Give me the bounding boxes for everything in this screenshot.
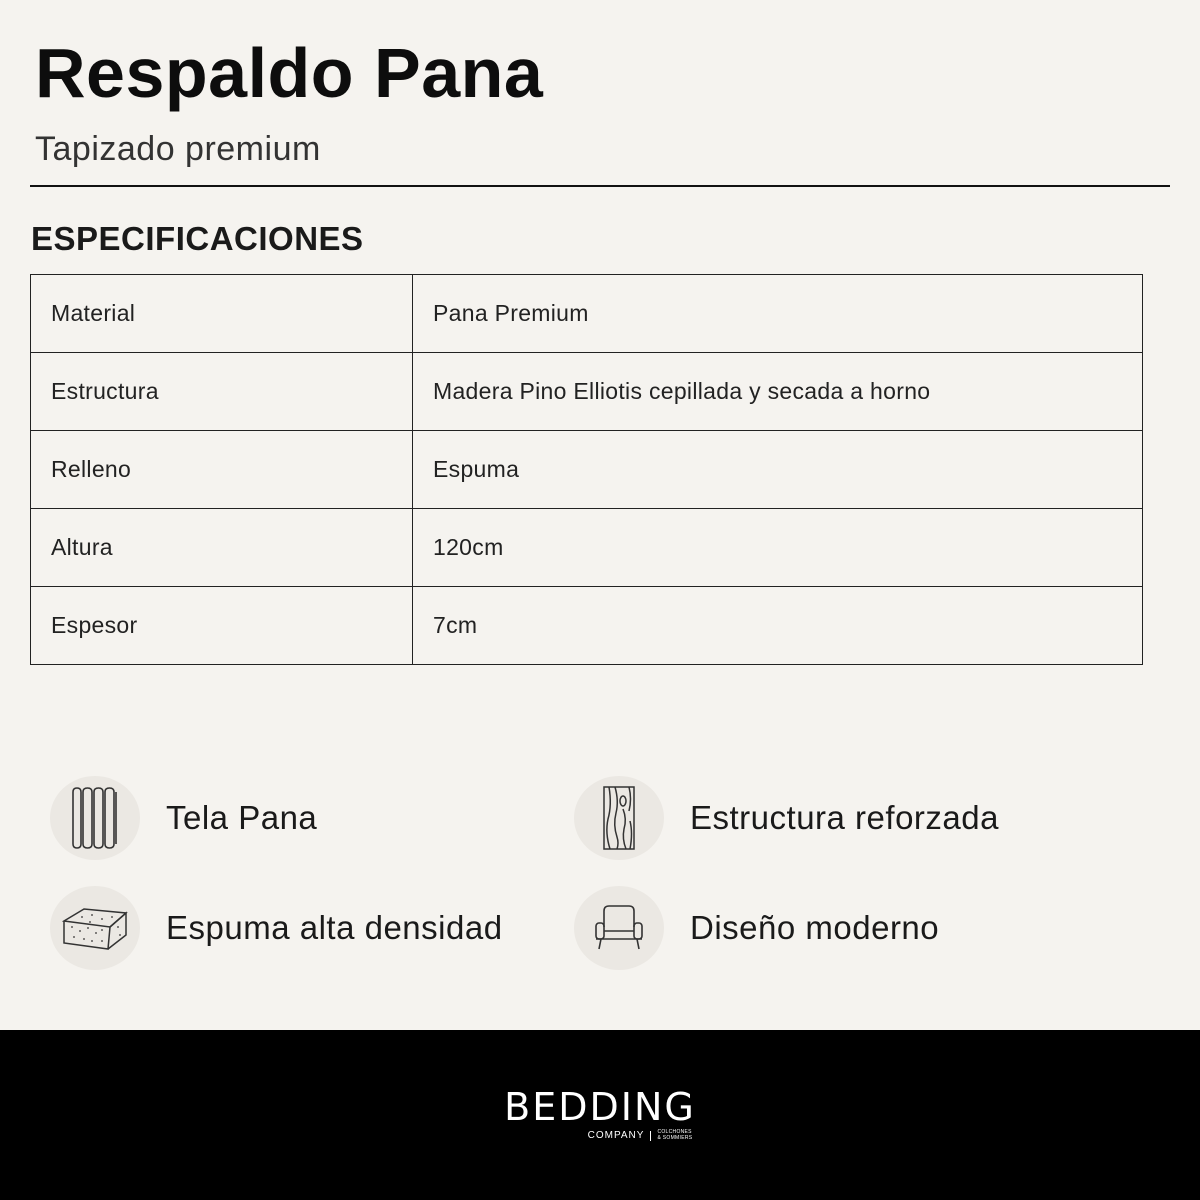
feature-label: Tela Pana	[166, 799, 318, 836]
feature-fabric	[50, 776, 317, 860]
feature-design	[574, 886, 939, 970]
feature-structure	[574, 776, 999, 860]
brand-logo	[0, 1085, 1200, 1141]
spec-label: Altura	[31, 509, 413, 587]
foam-block-icon	[50, 886, 140, 970]
logo-company: COMPANY	[587, 1130, 645, 1141]
logo-divider	[650, 1131, 651, 1141]
table-row	[31, 509, 1143, 587]
spec-value: Espuma	[413, 431, 1143, 509]
spec-label: Material	[31, 275, 413, 353]
footer-bar	[0, 1030, 1200, 1200]
page-title: Respaldo Pana	[35, 34, 544, 112]
spec-label: Espesor	[31, 587, 413, 665]
table-row	[31, 275, 1143, 353]
specs-table	[30, 274, 1143, 665]
spec-value: Pana Premium	[413, 275, 1143, 353]
logo-wordmark: BEDDING	[504, 1085, 696, 1129]
table-row	[31, 587, 1143, 665]
fabric-pleats-icon	[50, 776, 140, 860]
logo-subline	[0, 1130, 1200, 1141]
feature-label: Espuma alta densidad	[166, 909, 503, 946]
features-grid	[48, 776, 1148, 976]
logo-tagline-1: COLCHONES	[657, 1129, 692, 1135]
armchair-icon	[574, 886, 664, 970]
feature-label: Diseño moderno	[690, 909, 940, 946]
header-divider	[30, 185, 1170, 187]
logo-tagline	[657, 1130, 692, 1141]
spec-label: Estructura	[31, 353, 413, 431]
spec-label: Relleno	[31, 431, 413, 509]
feature-label: Estructura reforzada	[690, 799, 999, 836]
spec-value: 7cm	[413, 587, 1143, 665]
wood-plank-icon	[574, 776, 664, 860]
table-row	[31, 431, 1143, 509]
spec-value: 120cm	[413, 509, 1143, 587]
page-subtitle: Tapizado premium	[35, 130, 321, 168]
feature-foam	[50, 886, 503, 970]
specs-heading: ESPECIFICACIONES	[31, 220, 364, 257]
spec-value: Madera Pino Elliotis cepillada y secada a horno	[413, 353, 1143, 431]
table-row	[31, 353, 1143, 431]
logo-tagline-2: & SOMMIERS	[657, 1134, 693, 1141]
